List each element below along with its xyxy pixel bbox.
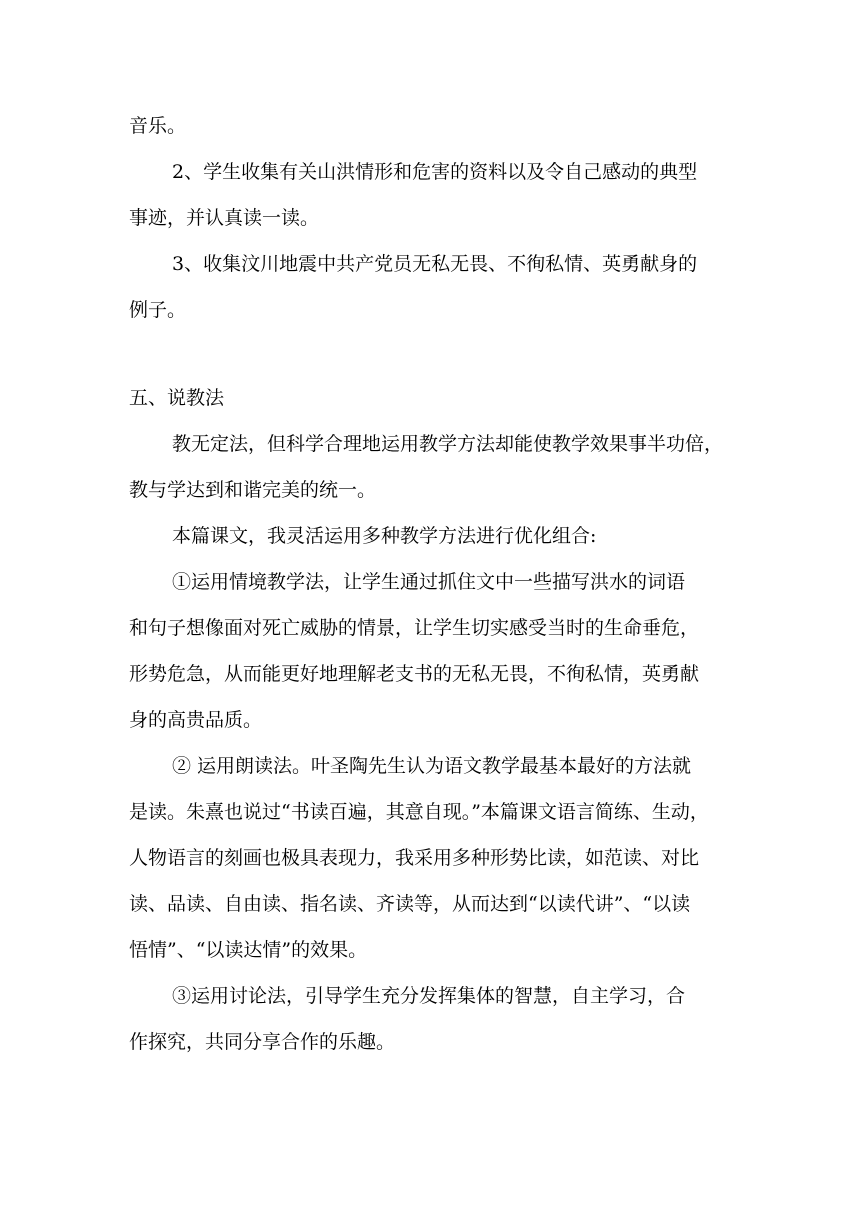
- text-line: 本篇课文，我灵活运用多种教学方法进行优化组合:: [172, 525, 597, 547]
- text-line: ①运用情境教学法，让学生通过抓住文中一些描写洪水的词语: [172, 571, 686, 593]
- text-line: 读、品读、自由读、指名读、齐读等，从而达到“以读代讲”、“以读: [129, 893, 691, 915]
- text-line: 教无定法，但科学合理地运用教学方法却能使教学效果事半功倍，: [172, 433, 724, 455]
- text-line: 是读。朱熹也说过“书读百遍，其意自现。”本篇课文语言简练、生动，: [129, 801, 709, 823]
- text-line: ③运用讨论法，引导学生充分发挥集体的智慧，自主学习，合: [172, 985, 686, 1007]
- section-heading: 五、说教法: [129, 387, 225, 409]
- text-line: 教与学达到和谐完美的统一。: [129, 479, 377, 501]
- text-line: 2、学生收集有关山洪情形和危害的资料以及令自己感动的典型: [172, 161, 698, 183]
- text-line: 作探究，共同分享合作的乐趣。: [129, 1031, 396, 1053]
- text-line: 形势危急，从而能更好地理解老支书的无私无畏，不徇私情，英勇献: [129, 663, 700, 685]
- text-line: 人物语言的刻画也极具表现力，我采用多种形势比读，如范读、对比: [129, 847, 700, 869]
- text-line: 3、收集汶川地震中共产党员无私无畏、不徇私情、英勇献身的: [172, 253, 698, 275]
- text-line: 例子。: [129, 299, 187, 321]
- text-line: ② 运用朗读法。叶圣陶先生认为语文教学最基本最好的方法就: [172, 755, 692, 777]
- text-line: 音乐。: [129, 115, 187, 137]
- text-line: 事迹，并认真读一读。: [129, 207, 320, 229]
- text-line: 身的高贵品质。: [129, 709, 263, 731]
- text-line: 悟情”、“以读达情”的效果。: [129, 939, 368, 961]
- text-line: 和句子想像面对死亡威胁的情景，让学生切实感受当时的生命垂危，: [129, 617, 700, 639]
